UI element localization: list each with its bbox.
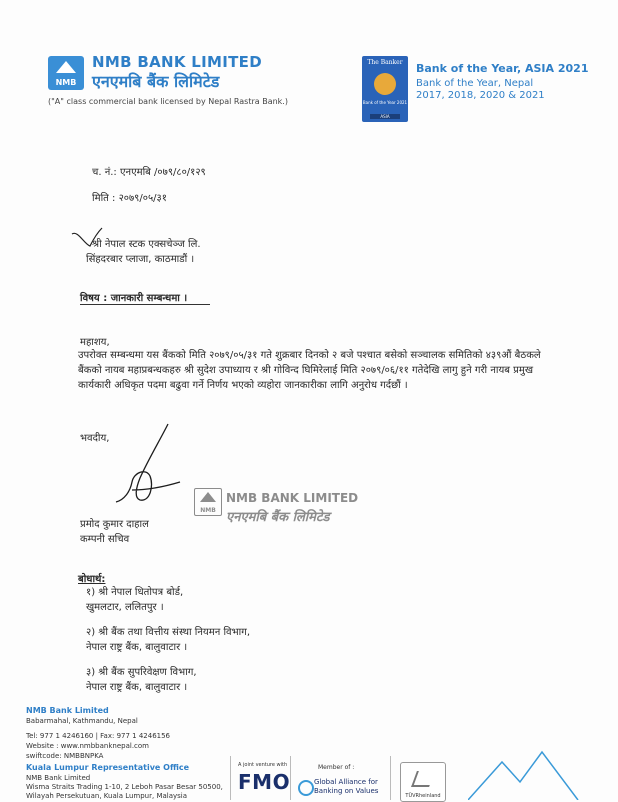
- cc-label: बोधार्थ:: [78, 574, 106, 585]
- member-of-label: Member of :: [318, 764, 355, 771]
- fmo-logo: FMO: [238, 770, 291, 794]
- footer-kl-office: Kuala Lumpur Representative Office: [26, 763, 190, 772]
- bank-logo: [48, 56, 84, 90]
- stamp-triangle-icon: [200, 492, 216, 502]
- footer-website: Website : www.nmbbanknepal.com: [26, 742, 149, 750]
- bank-name-english: NMB BANK LIMITED: [92, 53, 262, 71]
- award-line-2: Bank of the Year, Nepal: [416, 78, 534, 89]
- subject-underline: [80, 304, 210, 305]
- footer-phone-fax: Tel: 977 1 4246160 | Fax: 977 1 4246156: [26, 732, 171, 740]
- cc-item: [86, 585, 183, 615]
- gabv-icon: [298, 780, 314, 796]
- cc-item-line-2: खुमलटार, ललितपुर ।: [86, 602, 164, 613]
- award-badge-line: Bank of the Year 2021: [362, 100, 408, 105]
- footer-kl-address-2: Wilayah Persekutuan, Kuala Lumpur, Malaysia: [26, 792, 188, 800]
- subject-line: विषय : जानकारी सम्बन्धमा ।: [80, 293, 188, 304]
- award-badge-region: ASIA: [370, 114, 400, 119]
- salutation: महाशय,: [80, 337, 110, 348]
- tuv-label: TÜVRheinland: [405, 793, 441, 799]
- body-paragraph: उपरोक्त सम्बन्धमा यस बैंकको मिति २०७९/०५/३१ गते शुक्रबार दिनको २ बजे पश्चात बसेको सञ्चालक समितिको ४३९औं बैठकले बैंकको नायब महाप्रबन्धकहरु श्री सुदेश उपाध्याय र श्री गोविन्द घिमिरेलाई मिति २०७९/०६/११ गतेदेखि लागु हुने गरी नायब प्रमुख कार्यकारी अधिकृत पदमा बढुवा गर्ने निर्णय भएको व्यहोरा जानकारीका लागि अनुरोध गर्दछौं ।: [78, 350, 541, 391]
- footer-kl-address-1: Wisma Straits Trading 1-10, 2 Leboh Pasar Besar 50500,: [26, 783, 223, 791]
- footer-swiftcode: swiftcode: NMBBNPKA: [26, 752, 104, 760]
- medal-icon: [374, 73, 396, 95]
- cc-item-line-1: ३) श्री बैंक सुपरिवेक्षण विभाग,: [86, 667, 197, 678]
- footer-bank-name: NMB Bank Limited: [26, 706, 109, 715]
- stamp-logo-text: NMB: [200, 507, 216, 514]
- letter-date: मिति : २०७९/०५/३१: [92, 193, 167, 204]
- footer-address: Babarmahal, Kathmandu, Nepal: [26, 717, 138, 725]
- award-line-3: 2017, 2018, 2020 & 2021: [416, 90, 545, 101]
- license-text: ("A" class commercial bank licensed by Nepal Rastra Bank.): [48, 97, 288, 106]
- award-badge-title: The Banker: [367, 59, 403, 66]
- logo-text: NMB: [55, 78, 77, 87]
- logo-triangle-icon: [56, 61, 76, 73]
- footer-divider: [230, 756, 231, 800]
- award-line-1: Bank of the Year, ASIA 2021: [416, 62, 589, 75]
- cc-item-line-1: १) श्री नेपाल धितोपत्र बोर्ड,: [86, 587, 184, 598]
- footer-divider: [390, 756, 391, 800]
- closing: भवदीय,: [80, 433, 110, 444]
- signer-title: कम्पनी सचिव: [80, 534, 130, 545]
- award-badge: [362, 56, 408, 122]
- signer-name: प्रमोद कुमार दाहाल: [80, 519, 149, 530]
- stamp-logo: [194, 488, 222, 516]
- gabv-text: Global Alliance for Banking on Values: [314, 778, 379, 795]
- footer-kl-name: NMB Bank Limited: [26, 774, 91, 782]
- cc-item-line-2: नेपाल राष्ट्र बैंक, बालुवाटार ।: [86, 642, 188, 653]
- reference-number: च. नं.: एनएमबि /०७९/८०/१२९: [92, 167, 206, 178]
- tuv-check-icon: [411, 771, 435, 787]
- cc-item: [86, 625, 250, 655]
- stamp-name-english: NMB BANK LIMITED: [226, 491, 359, 505]
- cc-item: [86, 665, 197, 695]
- cc-item-line-2: नेपाल राष्ट्र बैंक, बालुवाटार ।: [86, 682, 188, 693]
- bank-name-nepali: एनएमबि बैंक लिमिटेड: [92, 72, 220, 91]
- signature: [110, 420, 190, 515]
- fmo-caption: A joint venture with: [238, 762, 288, 768]
- recipient-line-1: श्री नेपाल स्टक एक्सचेञ्ज लि.: [92, 239, 201, 250]
- stamp-name-nepali: एनएमबि बैंक लिमिटेड: [226, 510, 330, 525]
- cc-item-line-1: २) श्री बैंक तथा वित्तीय संस्था नियमन विभाग,: [86, 627, 251, 638]
- recipient-line-2: सिंहदरबार प्लाजा, काठमाडौं ।: [86, 254, 195, 265]
- tuv-badge: [400, 762, 446, 802]
- mountain-graphic-icon: [468, 748, 618, 800]
- footer-divider: [290, 756, 291, 800]
